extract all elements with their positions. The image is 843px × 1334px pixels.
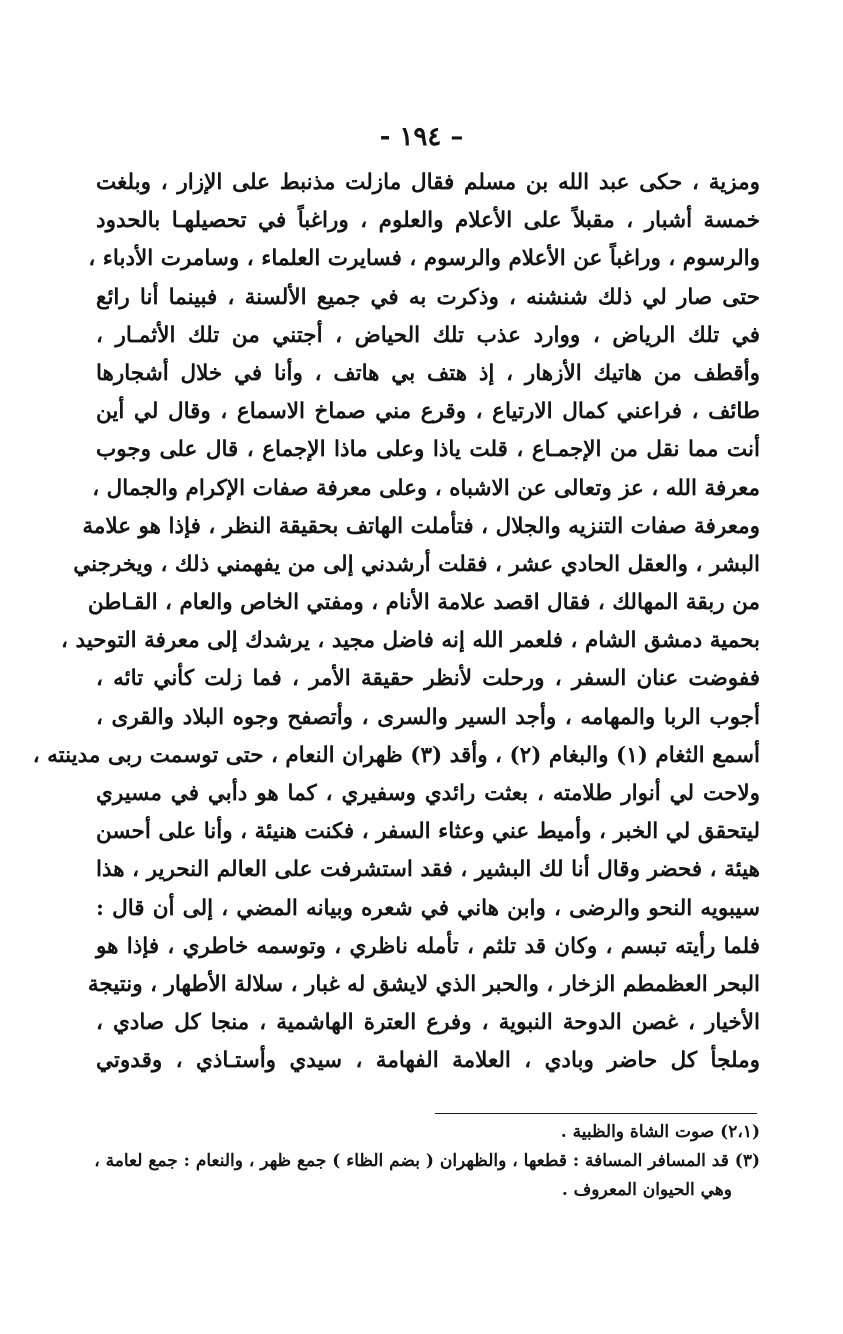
text-line: بحمية دمشق الشام ، فلعمر الله إنه فاضل مجيد ، يرشدك إلى معرفة التوحيد ، bbox=[61, 628, 760, 654]
body-text bbox=[32, 164, 760, 1081]
text-line: أسمع الثغام (١) والبغام (٢) ، وأقد (٣) ظهران النعام ، حتى توسمت ربى مدينته ، bbox=[32, 742, 760, 768]
text-line: أجوب الربا والمهامه ، وأجد السير والسرى ، وأتصفح وجوه البلاد والقرى ، bbox=[96, 704, 760, 730]
footnotes bbox=[96, 1118, 760, 1205]
text-line: حتى صار لي ذلك شنشنه ، وذكرت به في جميع الألسنة ، فبينما أنا رائع bbox=[96, 284, 760, 310]
footnote-continuation: وهي الحيوان المعروف . bbox=[561, 1180, 732, 1200]
text-line: وملجأ كل حاضر وبادي ، العلامة الفهامة ، سيدي وأستـاذي ، وقدوتي bbox=[96, 1048, 760, 1074]
text-line: طائف ، فراعني كمال الارتياع ، وقرع مني صماخ الاسماع ، وقال لي أين bbox=[96, 399, 760, 425]
footnote-item: (٢،١) صوت الشاة والظبية . bbox=[560, 1122, 760, 1142]
text-line: ليتحقق لي الخبر ، وأميط عني وعثاء السفر ، فكنت هنيئة ، وأنا على أحسن bbox=[96, 819, 760, 845]
text-line: وأقطف من هاتيك الأزهار ، إذ هتف بي هاتف ، وأنا في خلال أشجارها bbox=[96, 360, 760, 386]
page-number: – ١٩٤ - bbox=[379, 122, 464, 152]
text-line: الأخيار ، غصن الدوحة النبوية ، وفرع العترة الهاشمية ، منجا كل صادي ، bbox=[96, 1010, 760, 1036]
text-line: فلما رأيته تبسم ، وكان قد تلثم ، تأمله ناظري ، وتوسمه خاطري ، فإذا هو bbox=[96, 933, 760, 959]
text-line: ومزية ، حكى عبد الله بن مسلم فقال مازلت مذنبط على الإزار ، وبلغت bbox=[96, 170, 760, 195]
text-line: معرفة الله ، عز وتعالى عن الاشباه ، وعلى معرفة صفات الإكرام والجمال ، bbox=[92, 475, 760, 501]
text-line: خمسة أشبار ، مقبلاً على الأعلام والعلوم ، وراغباً في تحصيلهـا بالحدود bbox=[96, 208, 760, 234]
text-line: ففوضت عنان السفر ، ورحلت لأنظر حقيقة الأمر ، فما زلت كأني تائه ، bbox=[96, 666, 760, 692]
footnote-item: (٣) قد المسافر المسافة : قطعها ، والظهران ( بضم الظاء ) جمع ظهر ، والنعام : جمع لعامة ، bbox=[94, 1151, 760, 1171]
text-line: سيبويه النحو والرضى ، وابن هاني في شعره وبيانه المضي ، إلى أن قال : bbox=[96, 895, 760, 921]
text-line: البشر ، والعقل الحادي عشر ، فقلت أرشدني إلى من يفهمني ذلك ، ويخرجني bbox=[73, 551, 760, 577]
text-line: في تلك الرياض ، ووارد عذب تلك الحياض ، أجتني من تلك الأثمـار ، bbox=[96, 322, 760, 348]
text-line: ولاحت لي أنوار طلامته ، بعثت رائدي وسفيري ، كما هو دأبي في مسيري bbox=[96, 781, 760, 806]
footnote-divider bbox=[435, 1113, 757, 1114]
text-line: من ربقة المهالك ، فقال اقصد علامة الأنام ، ومفتي الخاص والعام ، القـاطن bbox=[87, 590, 760, 616]
text-line: والرسوم ، وراغباً عن الأعلام والرسوم ، فسايرت العلماء ، وسامرت الأدباء ، bbox=[88, 246, 760, 272]
text-line: أنت مما نقل من الإجمـاع ، قلت ياذا وعلى ماذا الإجماع ، قال على وجوب bbox=[96, 437, 760, 463]
text-line: هيئة ، فحضر وقال أنا لك البشير ، فقد استشرفت على العالم النحرير ، هذا bbox=[96, 857, 760, 883]
text-line: ومعرفة صفات التنزيه والجلال ، فتأملت الهاتف بحقيقة النظر ، فإذا هو علامة bbox=[82, 513, 760, 539]
text-line: البحر العظمطم الزخار ، والحبر الذي لايشق له غبار ، سلالة الأطهار ، ونتيجة bbox=[87, 971, 760, 997]
